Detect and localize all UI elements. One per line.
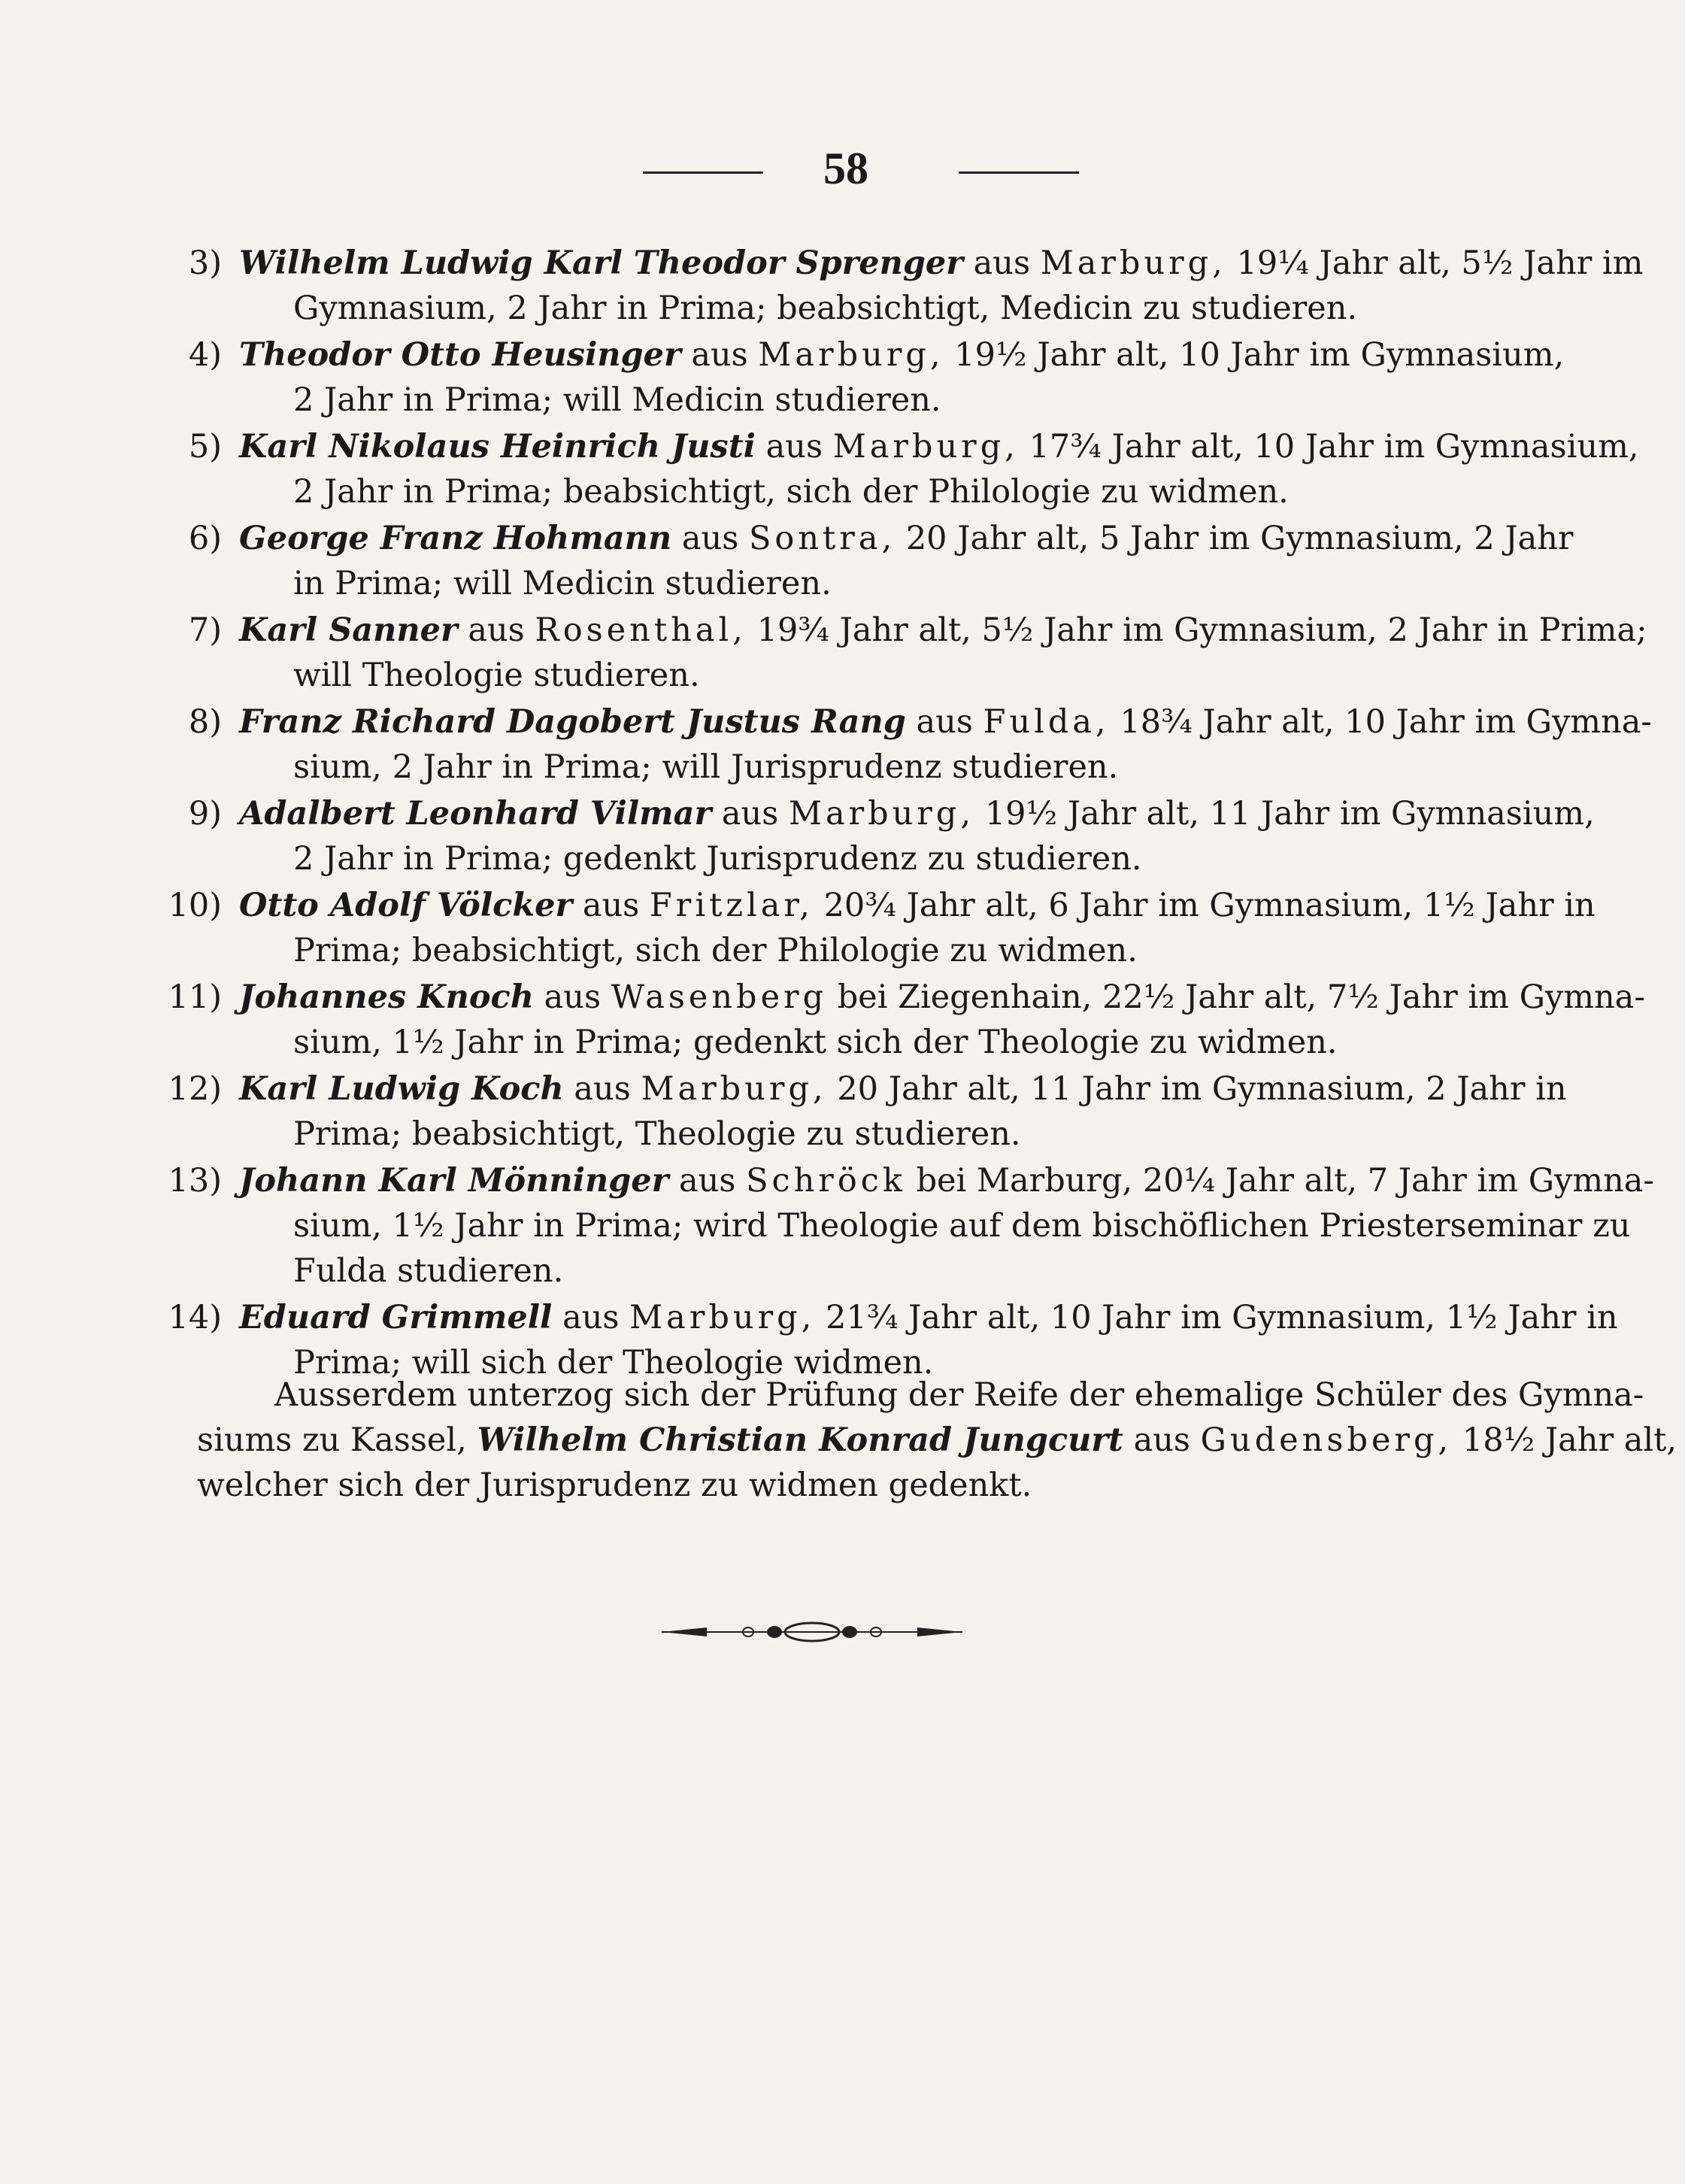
closing-from-text: aus	[1133, 1421, 1190, 1459]
entry-line-2: Prima; beabsichtigt, Theologie zu studieren.	[293, 1115, 1021, 1153]
entry-from-text: aus	[721, 795, 779, 833]
entry-line-1-rest: 19¾ Jahr alt, 5½ Jahr im Gymnasium, 2 Jahr in Prima;	[756, 611, 1647, 649]
entry-line-1-rest: 21¾ Jahr alt, 10 Jahr im Gymnasium, 1½ Jahr in	[826, 1299, 1618, 1336]
entry-line-1-rest: 19½ Jahr alt, 11 Jahr im Gymnasium,	[984, 795, 1595, 833]
entry-line-1-rest: 20 Jahr alt, 11 Jahr im Gymnasium, 2 Jahr in	[837, 1070, 1567, 1108]
entry-line-1	[239, 699, 1652, 745]
entry-line-2: 2 Jahr in Prima; will Medicin studieren.	[293, 381, 941, 419]
closing-place: Gudensberg,	[1200, 1421, 1453, 1459]
entry-person-name: Karl Nikolaus Heinrich Justi	[239, 428, 756, 466]
entry-line-1	[239, 975, 1645, 1020]
entry-person-name: Adalbert Leonhard Vilmar	[239, 795, 712, 833]
entry-line-2: sium, 2 Jahr in Prima; will Jurisprudenz studieren.	[293, 748, 1119, 786]
entry-line-1	[239, 241, 1643, 286]
entry-place: Marburg,	[832, 428, 1019, 466]
entry-number-cell	[135, 516, 222, 561]
entry-from-text: aus	[582, 887, 640, 924]
entry-line-1	[239, 883, 1596, 928]
page-number-row	[0, 143, 1685, 211]
entry-line-2: sium, 1½ Jahr in Prima; gedenkt sich der Theologie zu widmen.	[293, 1024, 1338, 1061]
closing-line-1: Ausserdem unterzog sich der Prüfung der Reife der ehemalige Schüler des Gymna-	[274, 1376, 1644, 1414]
entry-from-text: aus	[691, 336, 748, 374]
entry-line-1	[239, 1066, 1567, 1112]
entry-from-text: aus	[679, 1162, 736, 1200]
entry-number: 8)	[188, 703, 222, 741]
entry-number: 12)	[168, 1070, 222, 1108]
entry-person-name: Franz Richard Dagobert Justus Rang	[239, 703, 906, 741]
entry-number: 5)	[188, 428, 222, 466]
entry-number-cell	[135, 975, 222, 1020]
closing-line-2-rest: 18½ Jahr alt,	[1462, 1421, 1677, 1459]
entry-line-2: Prima; beabsichtigt, sich der Philologie zu widmen.	[293, 932, 1138, 969]
entry-number-cell	[135, 791, 222, 836]
entry-place: Marburg,	[788, 795, 975, 833]
rule-left	[643, 171, 763, 174]
entry-line-1	[239, 332, 1564, 378]
entry-place: Marburg,	[641, 1070, 827, 1108]
entry-person-name: Eduard Grimmell	[239, 1299, 553, 1336]
entry-number: 6)	[188, 520, 222, 557]
entry-from-text: aus	[973, 244, 1031, 282]
entry-line-1-rest: bei Marburg, 20¼ Jahr alt, 7 Jahr im Gymna-	[916, 1162, 1654, 1200]
entry-person-name: Otto Adolf Völcker	[239, 887, 573, 924]
entry-line-1	[239, 791, 1595, 836]
entry-number-cell	[135, 883, 222, 928]
entry-line-1	[239, 608, 1647, 653]
entry-place: Rosenthal,	[535, 611, 747, 649]
entry-from-text: aus	[544, 978, 602, 1016]
entry-line-2: will Theologie studieren.	[293, 657, 700, 694]
entry-line-1-rest: 20¾ Jahr alt, 6 Jahr im Gymnasium, 1½ Jahr in	[823, 887, 1596, 924]
entry-number-cell	[135, 1295, 222, 1340]
entry-place: Sontra,	[748, 520, 896, 557]
entry-line-1-rest: bei Ziegenhain, 22½ Jahr alt, 7½ Jahr im Gymna-	[837, 978, 1645, 1016]
entry-line-1	[239, 516, 1574, 561]
entry-line-2: Prima; will sich der Theologie widmen.	[293, 1344, 934, 1382]
entry-line-1-rest: 18¾ Jahr alt, 10 Jahr im Gymna-	[1120, 703, 1652, 741]
entry-person-name: Wilhelm Ludwig Karl Theodor Sprenger	[239, 244, 963, 282]
entry-number: 13)	[168, 1162, 222, 1200]
entry-number: 9)	[188, 795, 222, 833]
entry-line-2: sium, 1½ Jahr in Prima; wird Theologie auf dem bischöflichen Priesterseminar zu	[293, 1207, 1631, 1245]
entry-line-2: in Prima; will Medicin studieren.	[293, 565, 832, 602]
entry-from-text: aus	[562, 1299, 620, 1336]
entry-line-1-rest: 20 Jahr alt, 5 Jahr im Gymnasium, 2 Jahr	[905, 520, 1574, 557]
entry-number-cell	[135, 699, 222, 745]
closing-person-name: Wilhelm Christian Konrad Jungcurt	[477, 1421, 1123, 1459]
entry-place: Schröck	[746, 1162, 906, 1200]
entry-line-2: Gymnasium, 2 Jahr in Prima; beabsichtigt, Medicin zu studieren.	[293, 290, 1358, 327]
entry-place: Wasenberg	[611, 978, 828, 1016]
entry-person-name: Karl Sanner	[239, 611, 458, 649]
entry-person-name: Johann Karl Mönninger	[239, 1162, 669, 1200]
entry-from-text: aus	[916, 703, 973, 741]
entry-number-cell	[135, 1066, 222, 1112]
entry-number: 3)	[188, 244, 222, 282]
entry-number-cell	[135, 608, 222, 653]
entry-line-1	[239, 1158, 1654, 1203]
closing-line-3: welcher sich der Jurisprudenz zu widmen gedenkt.	[197, 1467, 1032, 1504]
entry-line-1-rest: 19½ Jahr alt, 10 Jahr im Gymnasium,	[954, 336, 1565, 374]
entry-person-name: Johannes Knoch	[239, 978, 534, 1016]
entry-line-2: 2 Jahr in Prima; beabsichtigt, sich der Philologie zu widmen.	[293, 473, 1289, 511]
entry-line-3: Fulda studieren.	[293, 1252, 564, 1290]
entry-person-name: Theodor Otto Heusinger	[239, 336, 681, 374]
entry-number: 7)	[188, 611, 222, 649]
entry-line-1	[239, 424, 1639, 469]
entry-from-text: aus	[681, 520, 739, 557]
entry-number-cell	[135, 424, 222, 469]
entry-from-text: aus	[574, 1070, 631, 1108]
entry-number-cell	[135, 1158, 222, 1203]
entry-number-cell	[135, 332, 222, 378]
entry-line-2: 2 Jahr in Prima; gedenkt Jurisprudenz zu studieren.	[293, 840, 1142, 878]
page-number: 58	[823, 144, 868, 193]
closing-line-2	[197, 1418, 1677, 1463]
entry-from-text: aus	[468, 611, 525, 649]
closing-line-2-start: siums zu Kassel,	[197, 1421, 467, 1459]
entry-line-1-rest: 17¾ Jahr alt, 10 Jahr im Gymnasium,	[1029, 428, 1639, 466]
rule-right	[959, 171, 1079, 174]
entry-place: Marburg,	[758, 336, 944, 374]
entry-person-name: George Franz Hohmann	[239, 520, 672, 557]
entry-place: Fulda,	[983, 703, 1110, 741]
entry-number-cell	[135, 241, 222, 286]
entry-number: 11)	[168, 978, 222, 1016]
entry-number: 14)	[168, 1299, 222, 1336]
entry-from-text: aus	[765, 428, 823, 466]
ornament-divider	[662, 1617, 962, 1647]
entry-number: 4)	[188, 336, 222, 374]
entry-place: Marburg,	[1040, 244, 1226, 282]
entry-number: 10)	[168, 887, 222, 924]
entry-place: Fritzlar,	[649, 887, 814, 924]
entry-line-1	[239, 1295, 1618, 1340]
entry-person-name: Karl Ludwig Koch	[239, 1070, 564, 1108]
entry-line-1-rest: 19¼ Jahr alt, 5½ Jahr im	[1236, 244, 1644, 282]
entry-place: Marburg,	[629, 1299, 816, 1336]
